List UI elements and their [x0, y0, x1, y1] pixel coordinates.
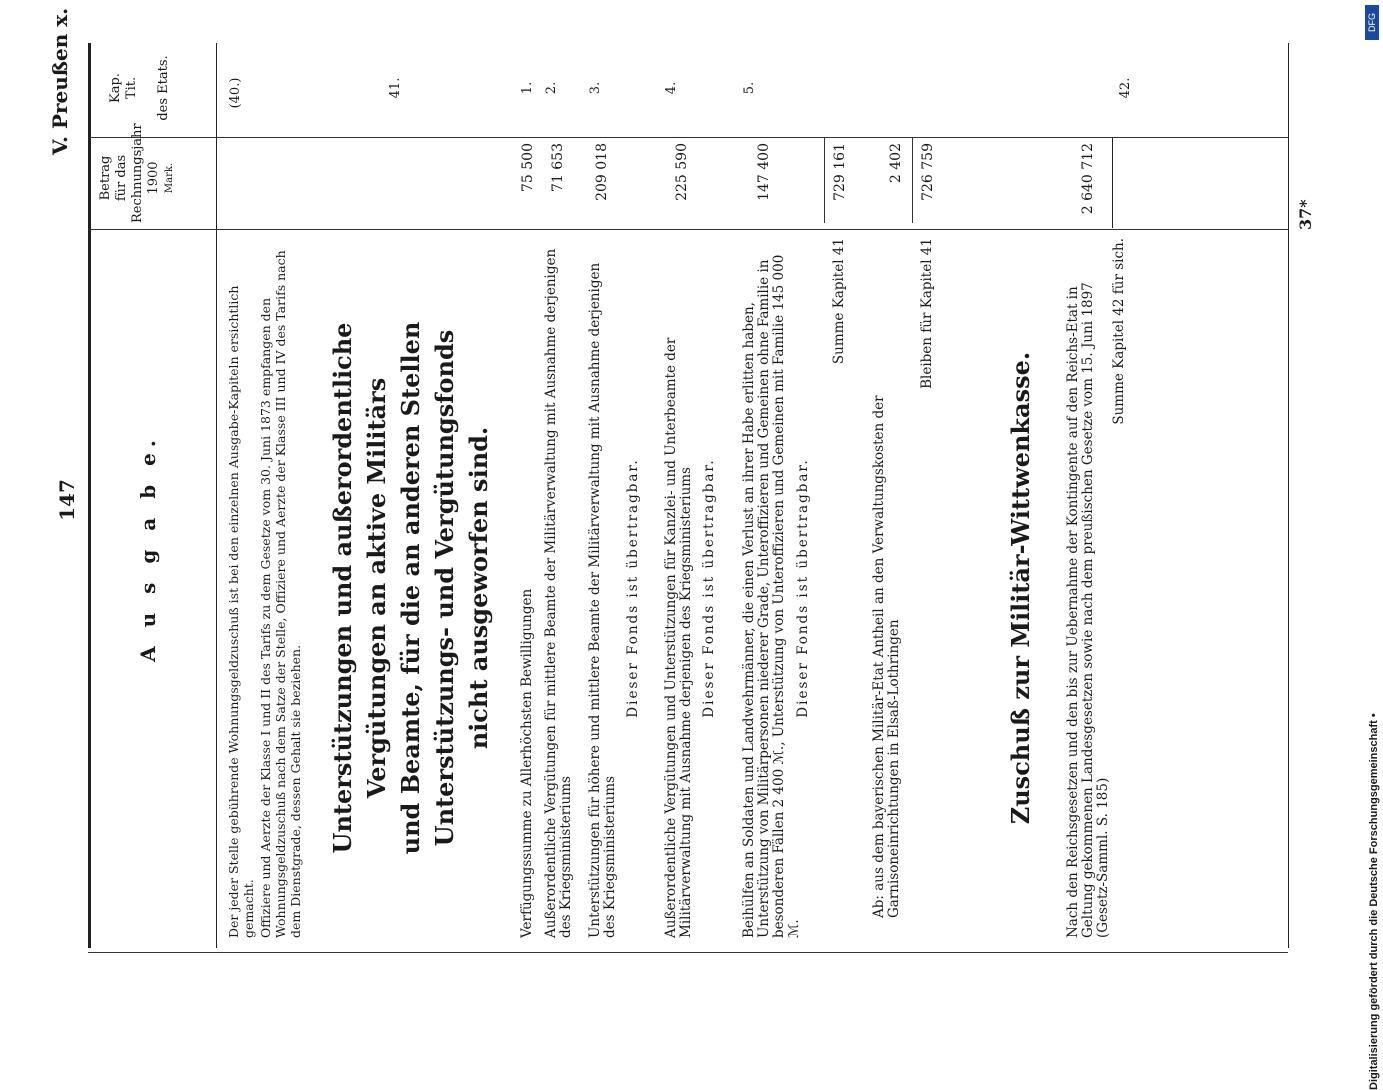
tit-number: 5.: [742, 81, 757, 95]
header-rule: [216, 43, 217, 948]
kap-42-text: Nach den Reichsgesetzen und den bis zur Uebernahme der Kontingente auf den Reichs-Etat in Geltung gekommenen Landesgesetzen sowie nach dem preußischen Gesetze vom 15. Juni 1897 (Gesetz-Samml. S. 185): [1065, 282, 1111, 938]
item-text: Unterstützungen für höhere und mittlere Beamte der Militärverwaltung mit Ausnahme derjenigen des Kriegsministeriums: [587, 262, 618, 938]
item-text: Außerordentliche Vergütungen und Unterstützungen für Kanzlei- und Unterbeamte der Militärverwaltung mit Ausnahme derjenigen des Kriegsministeriums: [663, 337, 694, 938]
kap-label: Kap.: [108, 73, 123, 103]
kap-40-number: (40.): [228, 77, 243, 109]
kap-41-heading-line-3: nicht ausgeworfen sind.: [464, 426, 493, 750]
transferable-note: Dieser Fonds ist übertragbar.: [795, 458, 811, 718]
item-amount: 225 590: [674, 143, 690, 201]
transferable-note: Dieser Fonds ist übertragbar.: [625, 458, 641, 718]
betrag-line-4: 1900: [146, 161, 161, 195]
kap-42-rule: [1112, 138, 1113, 228]
kap-41-heading: [326, 238, 496, 938]
amount-column-rule: [88, 229, 1288, 230]
summe-42-label: Summe Kapitel 42 für sich.: [1111, 238, 1127, 425]
kap-42-number: 42.: [1118, 77, 1133, 99]
intro-paragraph-2: Offiziere und Aerzte der Klasse I und II des Tarifs zu dem Gesetze vom 30. Juni 1873 empfangen den Wohnungsgeldzuschuß nach dem Satze der Stelle, Offiziere und Aerzte der Klasse III und IV des Tarifs nach dem Dienstgrade, dessen Gehalt sie beziehen.: [258, 250, 303, 938]
kap-41-heading-line-2: und Beamte, für die an anderen Stellen Unterstützungs- und Vergütungsfonds: [396, 321, 459, 855]
sum-rule: [912, 138, 913, 223]
kap-tit-header: [108, 48, 172, 128]
item-amount: 71 653: [550, 143, 566, 192]
dfg-logo: DFG: [1365, 5, 1379, 40]
transferable-note: Dieser Fonds ist übertragbar.: [701, 458, 717, 718]
ab-amount: 2 402: [888, 143, 904, 184]
summe-41-amount: 729 161: [832, 143, 848, 201]
running-head: V. Preußen x.: [48, 7, 72, 155]
betrag-line-2: für das: [114, 154, 129, 202]
betrag-header: [98, 123, 178, 223]
ausgabe-header: A u s g a b e.: [136, 434, 160, 662]
item-text: Außerordentliche Vergütungen für mittlere Beamte der Militärverwaltung mit Ausnahme derjenigen des Kriegsministeriums: [543, 248, 574, 938]
top-rule: [88, 43, 91, 948]
tit-number: 1.: [520, 81, 535, 95]
summe-41-label: Summe Kapitel 41: [831, 238, 847, 365]
kap-42-amount: 2 640 712: [1080, 143, 1096, 215]
kap-42-heading: Zuschuß zur Militär-Wittwenkasse.: [1006, 351, 1035, 825]
left-border: [88, 952, 1288, 953]
ab-text: Ab: aus dem bayerischen Militär-Etat Antheil an den Verwaltungskosten der Garnisoneinrichtungen in Elsaß-Lothringen: [871, 395, 902, 918]
des-etats-label: des Etats.: [156, 55, 171, 121]
budget-table: [88, 43, 1288, 948]
item-amount: 209 018: [594, 143, 610, 201]
tit-number: 4.: [664, 81, 679, 95]
tit-number: 3.: [588, 81, 603, 95]
item-amount: 147 400: [756, 143, 772, 201]
kap-41-heading-line-1: Unterstützungen und außerordentliche Vergütungen an aktive Militärs: [328, 322, 391, 854]
bleiben-41-label: Bleiben für Kapitel 41: [919, 238, 935, 389]
betrag-line-3: Rechnungsjahr: [130, 123, 145, 223]
footer-number: 37*: [1296, 199, 1315, 230]
bleiben-41-amount: 726 759: [920, 143, 936, 201]
item-text: Verfügungssumme zu Allerhöchsten Bewilligungen: [519, 588, 535, 938]
betrag-unit: Mark.: [164, 162, 175, 194]
bottom-rule: [1288, 43, 1289, 948]
sum-rule: [824, 138, 825, 223]
item-amount: 75 500: [520, 143, 536, 192]
dfg-credit: Digitalisierung gefördert durch die Deutsche Forschungsgemeinschaft •: [1368, 713, 1380, 1090]
tit-label: Tit.: [124, 76, 139, 100]
betrag-line-1: Betrag: [98, 155, 113, 201]
page-number: 147: [55, 479, 79, 521]
item-text: Beihülfen an Soldaten und Landwehrmänner, die einen Verlust an ihrer Habe erlitten haben, Unterstützung von Militärpersonen niederer Grade, Unteroffizieren und Gemeinen ohne Familie in besonderen Fällen 2 400 ℳ., Unterstützung von Unteroffizieren und Gemeinen mit Familie 145 000 ℳ.: [741, 254, 802, 938]
kap-column-rule: [88, 137, 1288, 138]
tit-number: 2.: [544, 81, 559, 95]
intro-paragraph-1: Der jeder Stelle gebührende Wohnungsgeldzuschuß ist bei den einzelnen Ausgabe-Kapiteln ersichtlich gemacht.: [226, 285, 256, 938]
kap-41-number: 41.: [388, 77, 403, 99]
